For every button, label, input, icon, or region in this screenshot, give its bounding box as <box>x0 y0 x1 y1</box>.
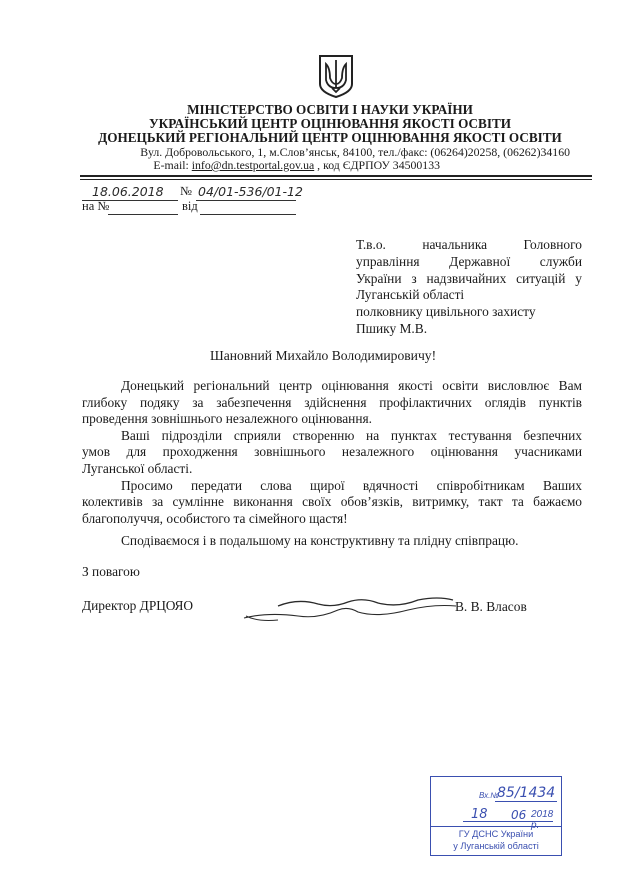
paragraph-line: Ваші підрозділи сприяли створенню на пунктах тестування безпечних <box>121 427 582 443</box>
outgoing-number-label: № <box>180 184 192 198</box>
stamp-number-line <box>495 801 557 802</box>
paragraph <box>82 478 582 495</box>
reply-to-number-label: на № <box>82 199 110 213</box>
paragraph <box>82 533 582 550</box>
email-link[interactable]: info@dn.testportal.gov.ua <box>191 158 315 172</box>
reply-to-number-line <box>108 214 178 215</box>
addressee-line: полковнику цивільного захисту <box>356 304 536 320</box>
paragraph-line: Сподіваємося і в подальшому на конструктивну та плідну співпрацю. <box>121 533 519 549</box>
email-label: E-mail: <box>153 158 192 172</box>
paragraph-line: умов для проходження зовнішнього незалежного оцінювання учасниками <box>82 444 582 460</box>
addressee-line: України з надзвичайних ситуацій у <box>356 270 582 286</box>
addressee-line: управління Державної служби <box>356 253 582 269</box>
paragraph-line: Луганської області. <box>82 460 193 476</box>
signatory-position: Директор ДРЦОЯО <box>82 598 194 613</box>
paragraph-line: благополуччя, особистого та сімейного щастя! <box>82 510 348 526</box>
addressee-line: Т.в.о. начальника Головного <box>356 237 582 252</box>
outgoing-number: 04/01-536/01-12 <box>198 184 303 199</box>
header-rule-thick <box>80 175 592 177</box>
salutation: Шановний Михайло Володимировичу! <box>210 348 437 363</box>
stamp-day: 18 <box>471 807 488 822</box>
handwritten-signature <box>238 588 460 628</box>
signatory-name: В. В. Власов <box>455 599 527 614</box>
reply-to-date-line <box>200 214 296 215</box>
letter-body <box>82 378 582 550</box>
edrpou-code: , код ЄДРПОУ 34500133 <box>314 158 440 172</box>
paragraph <box>82 428 582 445</box>
email-line <box>90 158 440 173</box>
center-name: УКРАЇНСЬКИЙ ЦЕНТР ОЦІНЮВАННЯ ЯКОСТІ ОСВІТИ <box>148 116 512 131</box>
paragraph-line: глибоку подяку за забезпечення здійснення профілактичних оглядів пунктів <box>82 394 582 410</box>
closing-regards: З повагою <box>82 564 140 579</box>
stamp-date-line <box>463 821 553 822</box>
addressee-line: Луганській області <box>356 287 465 303</box>
paragraph-line: проведення зовнішнього незалежного оцінювання. <box>82 411 373 427</box>
ministry-name: МІНІСТЕРСТВО ОСВІТИ І НАУКИ УКРАЇНИ <box>187 102 473 117</box>
paragraph-line: Просимо передати слова щирої вдячності співробітникам Ваших <box>121 477 582 493</box>
regional-center-name: ДОНЕЦЬКИЙ РЕГІОНАЛЬНИЙ ЦЕНТР ОЦІНЮВАННЯ ЯКОСТІ ОСВІТИ <box>98 130 562 145</box>
addressee-block <box>356 237 582 338</box>
address-line: Вул. Добровольського, 1, м.Слов’янськ, 84100, тел./факс: (06264)20258, (06262)34160 <box>140 145 570 159</box>
stamp-org-line-2: у Луганській області <box>453 841 539 851</box>
outgoing-date: 18.06.2018 <box>92 184 164 199</box>
stamp-org-line-1: ГУ ДСНС України <box>458 829 534 839</box>
paragraph-line: колективів за сумлінне виконання своїх обов’язків, витримку, такт та бажаємо <box>82 494 582 510</box>
header-rule-thin <box>80 179 592 180</box>
stamp-number-area <box>431 777 561 831</box>
incoming-registration-stamp <box>430 776 562 856</box>
paragraph <box>82 378 582 395</box>
outgoing-number-line <box>196 200 296 201</box>
stamp-year: 2018 р. <box>531 809 554 831</box>
reply-to-date-label: від <box>182 199 198 213</box>
stamp-month: 06 <box>511 808 527 822</box>
trident-emblem-icon <box>318 54 354 98</box>
addressee-line: Пшику М.В. <box>356 320 428 336</box>
stamp-number-label: Вх.№ <box>479 791 499 800</box>
paragraph-line: Донецький регіональний центр оцінювання якості освіти висловлює Вам <box>121 378 582 393</box>
stamp-number: 85/1434 <box>497 785 556 801</box>
